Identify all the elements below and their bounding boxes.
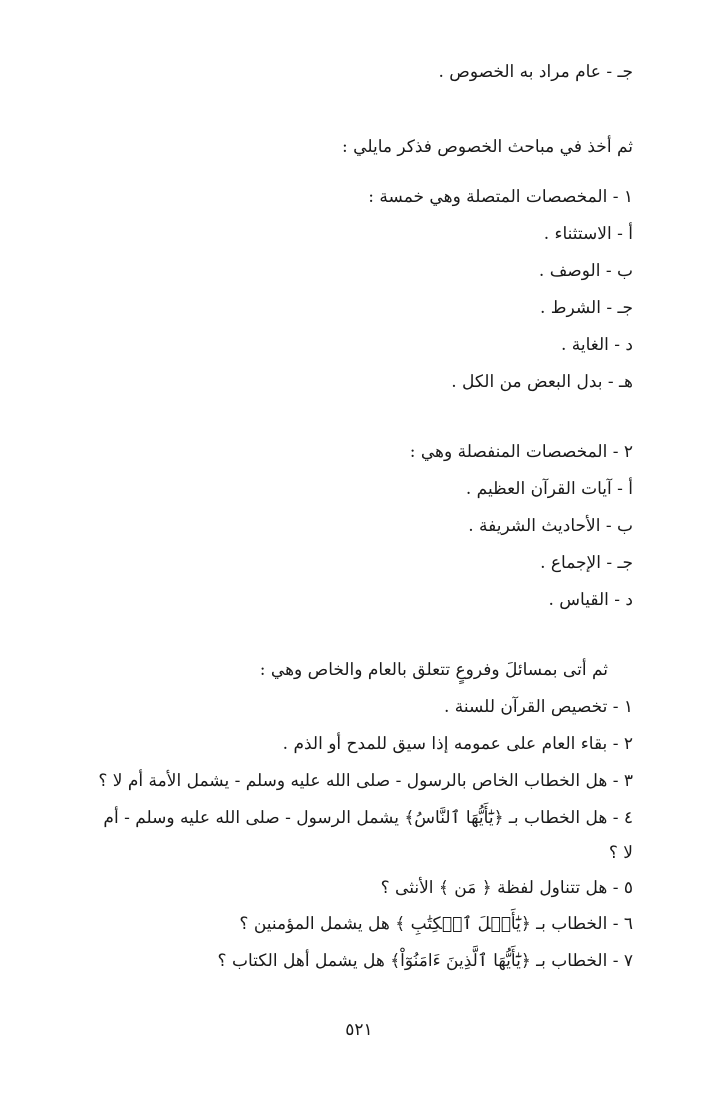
text-line: جـ - الإجماع . [540,553,633,573]
text-line: جـ - الشرط . [539,298,633,318]
text-line: ٥ - هل تتناول لفظة ﴿ مَن ﴾ الأنثى ؟ [380,878,633,898]
text-line: ب - الأحاديث الشريفة . [468,516,633,536]
text-line: ٢ - بقاء العام على عمومه إذا سيق للمدح أو الذم . [282,734,633,754]
text-line: د - القياس . [548,590,633,610]
text-line: ٤ - هل الخطاب بـ ﴿يَٰٓأَيُّهَا ٱلنَّاسُ﴾ يشمل الرسول - صلى الله عليه وسلم - أم [103,808,633,828]
text-line: ١ - تخصيص القرآن للسنة . [443,697,633,717]
text-line: ٢ - المخصصات المنفصلة وهي : [409,442,633,462]
text-line: لا ؟ [608,843,633,863]
page-number: ٥٢١ [345,1020,373,1040]
text-line: ب - الوصف . [538,261,633,281]
text-line: ثم أتى بمسائلَ وفروعٍ تتعلق بالعام والخاص وهي : [259,660,608,680]
text-line: ١ - المخصصات المتصلة وهي خمسة : [368,187,633,207]
text-line: ثم أخذ في مباحث الخصوص فذكر مايلي : [342,137,633,157]
text-line: هـ - بدل البعض من الكل . [451,372,633,392]
text-line: ٦ - الخطاب بـ ﴿يَٰٓأَهۡلَ ٱلۡكِتَٰبِ ﴾ هل يشمل المؤمنين ؟ [239,914,633,934]
text-line: أ - آيات القرآن العظيم . [465,479,633,499]
text-line: د - الغاية . [560,335,633,355]
text-line: ٧ - الخطاب بـ ﴿يَٰٓأَيُّهَا ٱلَّذِينَ ءَامَنُوٓاْ﴾ هل يشمل أهل الكتاب ؟ [217,951,633,971]
text-line: أ - الاستثناء . [543,224,633,244]
text-line: جـ - عام مراد به الخصوص . [438,62,633,82]
text-line: ٣ - هل الخطاب الخاص بالرسول - صلى الله عليه وسلم - يشمل الأمة أم لا ؟ [98,771,633,791]
